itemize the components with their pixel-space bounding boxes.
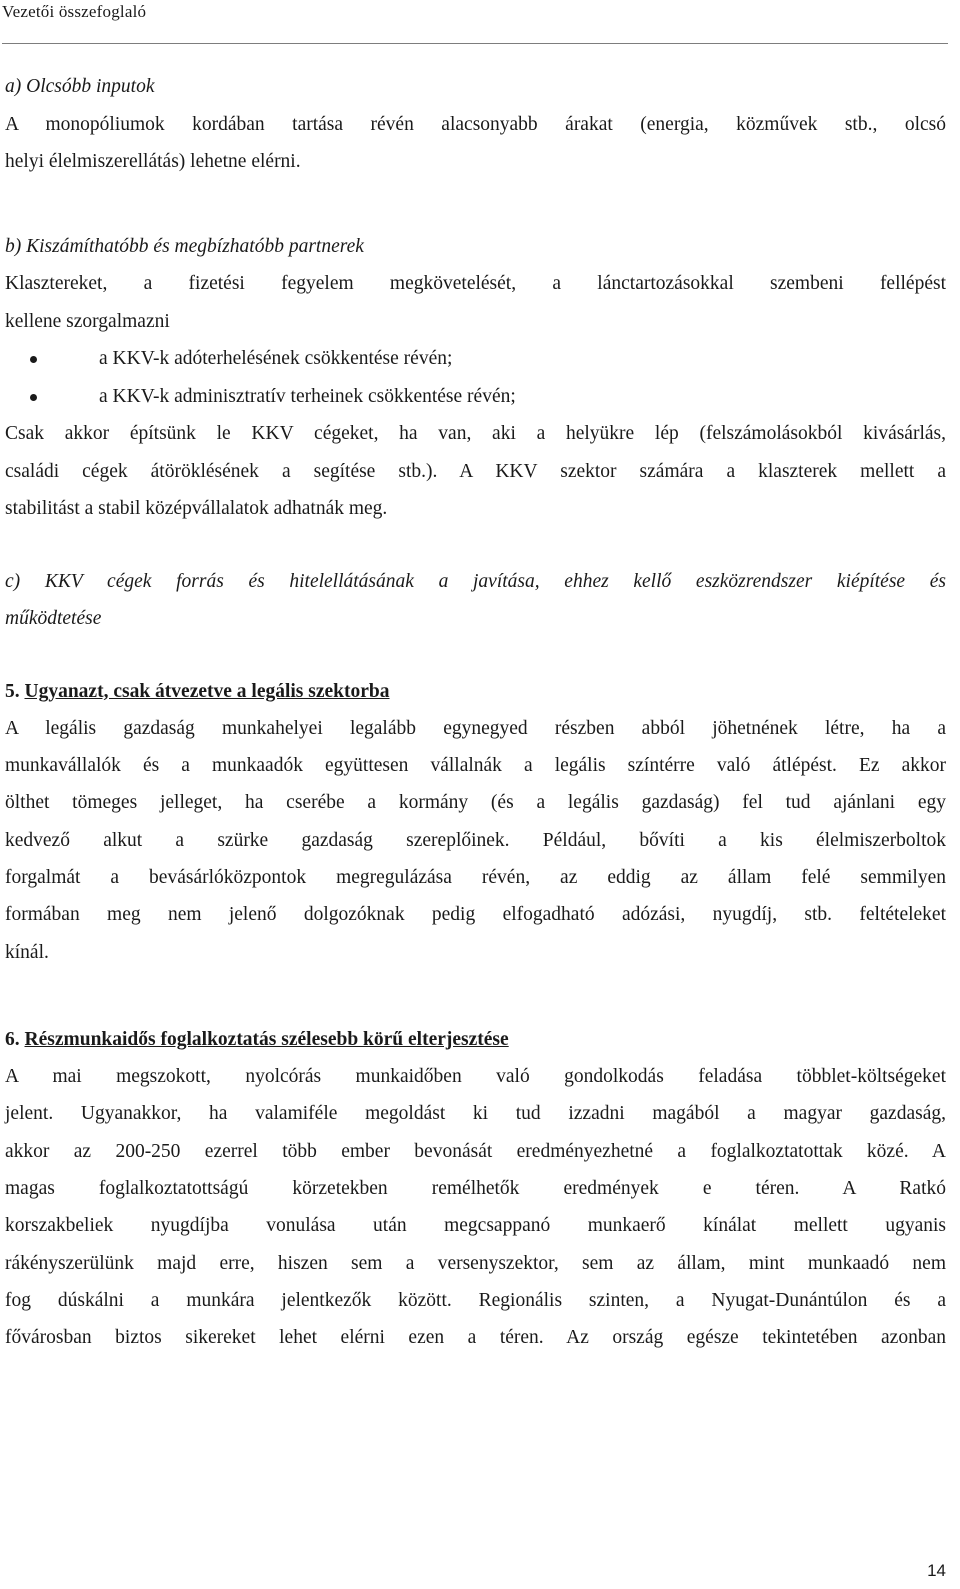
bullet-icon [30,394,37,401]
bullet-list [5,340,946,415]
header-divider [2,43,948,44]
paragraph-line: A monopóliumok kordában tartása révén alacsonyabb árakat (energia, közművek stb., olcsó [5,113,946,135]
section-6-heading [5,1021,946,1058]
paragraph-line: fog dúskálni a munkára jelentkezők között. Regionális szinten, a Nyugat-Dunántúlon és a [5,1289,946,1311]
paragraph-line: ölthet tömeges jelleget, ha cserébe a kormány (és a legális gazdaság) fel tud ajánlani egy [5,792,946,814]
running-header: Vezetői összefoglaló [2,2,147,21]
section-a [5,68,946,181]
paragraph-line: helyi élelmiszerellátás) lehetne elérni. [5,151,301,172]
section-5 [5,673,946,971]
paragraph-line: akkor az 200-250 ezerrel több ember bevonását eredményezhetné a foglalkoztatottak közé. A [5,1140,946,1162]
paragraph-line: magas foglalkoztatottságú körzetekben remélhetők eredmények e téren. A Ratkó [5,1178,946,1200]
section-c-heading-line: c) KKV cégek forrás és hitelellátásának a javítása, ehhez kellő eszközrendszer kiépítése és [5,570,946,592]
paragraph-line: Klasztereket, a fizetési fegyelem megkövetelését, a lánctartozásokkal szembeni fellépést [5,273,946,294]
section-number: 6. [5,1028,20,1050]
section-b [5,228,946,528]
list-item-text: a KKV-k adminisztratív terheinek csökkentése révén; [99,385,516,407]
section-a-heading: a) Olcsóbb inputok [5,76,155,97]
paragraph-line: kellene szorgalmazni [5,310,170,332]
section-6 [5,1021,946,1357]
paragraph-line: kedvező alkut a szürke gazdaság szereplőinek. Például, bővíti a kis élelmiszerboltok [5,829,946,851]
section-5-heading [5,673,946,710]
paragraph-line: korszakbeliek nyugdíjba vonulása után megcsappanó munkaerő kínálat mellett ugyanis [5,1215,946,1237]
paragraph-line: formában meg nem jelenő dolgozóknak pedig elfogadható adózási, nyugdíj, stb. feltételeket [5,904,946,926]
paragraph-line: kínál. [5,941,49,963]
paragraph-line: A legális gazdaság munkahelyei legalább egynegyed részben abból jöhetnének létre, ha a [5,717,946,739]
list-item-text: a KKV-k adóterhelésének csökkentése révén; [99,348,453,369]
bullet-icon [30,356,37,363]
list-item [5,378,946,416]
section-b-heading: b) Kiszámíthatóbb és megbízhatóbb partnerek [5,235,364,257]
paragraph-line: munkavállalók és a munkaadók együttesen vállalnák a legális színtérre való átlépést. Ez akkor [5,755,946,777]
section-title: Ugyanazt, csak átvezetve a legális szektorba [24,680,390,702]
section-title: Részmunkaidős foglalkoztatás szélesebb körű elterjesztése [24,1028,509,1050]
paragraph-line: fővárosban biztos sikereket lehet elérni ezen a téren. Az ország egésze tekintetében azonban [5,1327,946,1349]
paragraph-line: jelent. Ugyanakkor, ha valamiféle megoldást ki tud izzadni magából a magyar gazdaság, [5,1103,946,1125]
paragraph-line: stabilitást a stabil középvállalatok adhatnák meg. [5,498,388,519]
paragraph-line: Csak akkor építsünk le KKV cégeket, ha van, aki a helyükre lép (felszámolásokból kivásárlás, [5,423,946,444]
paragraph-line: A mai megszokott, nyolcórás munkaidőben való gondolkodás feladása többlet-költségeket [5,1066,946,1088]
section-c-heading-line: működtetése [5,608,102,629]
document-body [5,68,946,1357]
section-c [5,563,946,638]
section-number: 5. [5,680,20,702]
page-number: 14 [927,1561,946,1580]
paragraph-line: forgalmát a bevásárlóközpontok megregulázása révén, az eddig az állam felé semmilyen [5,866,946,888]
paragraph-line: rákényszerülünk majd erre, hiszen sem a versenyszektor, sem az állam, mint munkaadó nem [5,1252,946,1274]
paragraph-line: családi cégek átöröklésének a segítése stb.). A KKV szektor számára a klaszterek mellett a [5,460,946,482]
list-item [5,340,946,378]
